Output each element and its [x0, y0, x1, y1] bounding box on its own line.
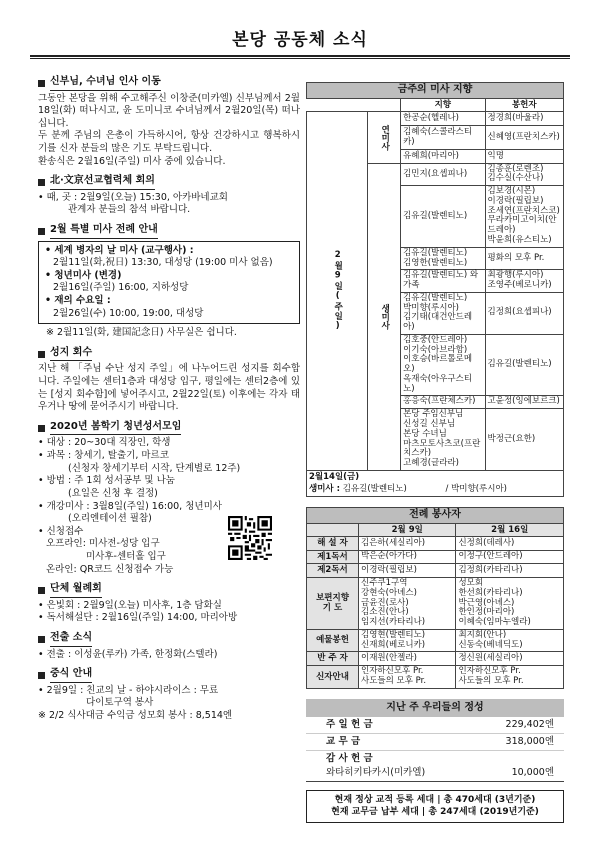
square-bullet-icon — [38, 425, 45, 432]
table-row — [307, 537, 564, 551]
offerer-name: / 박미향(루시아) — [445, 484, 507, 495]
text-line: • 개강미사 : 3월8일(주일) 16:00, 청년미사 — [38, 500, 222, 512]
date-label: 2월14일(금) — [309, 471, 360, 482]
text-line: 온라인: QR코드 신청접수 가능 — [46, 563, 174, 575]
date-cell: 2월9일(주일) — [307, 112, 368, 471]
text-line: (신청자 창세기부터 시작, 단계별로 12주) — [68, 462, 241, 474]
offerer-name: 정경희(바울라) — [485, 112, 563, 126]
offering-value: 318,000엔 — [505, 735, 554, 747]
mass-info-box — [38, 241, 300, 325]
text-line: 2월11일(화,祝日) 13:30, 대성당 (19:00 미사 없음) — [53, 257, 273, 269]
role-cell: 해 설 자 — [307, 537, 359, 551]
text-line: • 과목 : 창세기, 탈출기, 마르코 — [38, 450, 169, 461]
role-cell: 보편지향 기 도 — [307, 578, 359, 630]
offering-value: 229,402엔 — [505, 719, 554, 731]
text-line: • 전출 : 이성윤(루카) 가족, 한정화(스텔라) — [38, 648, 218, 660]
note: ※ 2월11일(화, 建国記念日) 사무실은 쉽니다. — [46, 327, 237, 339]
table-row — [307, 578, 564, 630]
mass-type-cell: 생미사 — [368, 163, 401, 470]
text-line: 오프라인: 미사전-성당 입구 — [46, 538, 160, 550]
service-rows — [307, 537, 564, 688]
offering-title: 지난 주 우리들의 정성 — [306, 699, 564, 718]
qr-code-icon[interactable] — [228, 516, 272, 560]
section-heading: 2월 특별 미사 전례 안내 — [50, 224, 158, 239]
intent-name: 김혜숙(스콜라스티카) — [401, 125, 485, 149]
offerer-name: 박정근(요한) — [485, 409, 563, 471]
table-row — [307, 550, 564, 564]
offerer-name: 김정희(요셉피나) — [485, 292, 563, 334]
text-line: • 독서해설단 : 2월16일(주일) 14:00, 마리아방 — [38, 612, 238, 624]
table-title: 전례 봉사자 — [307, 508, 564, 524]
offering-label: 교 무 금 — [326, 735, 361, 747]
square-bullet-icon — [38, 351, 45, 358]
text-line: ※ 2/2 식사대금 수익금 성모회 봉사 : 8,514엔 — [38, 709, 233, 721]
intent-name: 유혜희(마리아) — [401, 150, 485, 164]
column-header: 봉헌자 — [485, 98, 563, 112]
role-cell: 제2독서 — [307, 564, 359, 578]
section-lunch — [38, 668, 300, 722]
text-line: • 대상 : 20~30대 직장인, 학생 — [38, 437, 171, 449]
section-meeting — [38, 175, 300, 217]
text-line: • 방법 : 주 1회 성서공부 및 나눔 — [38, 475, 175, 487]
volunteer-cell: 인자하신모후 Pr. 사도들의 모후 Pr. — [456, 666, 564, 689]
text-line: • 때, 곳 : 2월9일(오늘) 15:30, 아카바네교회 — [38, 191, 228, 203]
volunteer-cell: 이정구(안드레아) — [456, 550, 564, 564]
offering-donor: 와타히키타카시(미카엘) — [326, 766, 426, 778]
stats-line: 현재 교무금 납부 세대 | 총 247세대 (2019년기준) — [331, 807, 539, 818]
square-bullet-icon — [38, 672, 45, 679]
text-line: 미사후-센터홀 입구 — [86, 551, 166, 562]
table-title: 금주의 미사 지향 — [307, 83, 564, 99]
volunteer-cell: 이재원(안젤라) — [359, 652, 456, 666]
section-heading: 성지 회수 — [50, 347, 92, 362]
column-header: 2월 9일 — [359, 523, 456, 537]
column-header: 지향 — [401, 98, 485, 112]
offerer-name: 최광행(루시아) 조영주(베로니카) — [485, 270, 563, 293]
section-moving-out — [38, 632, 300, 661]
section-palm — [38, 347, 300, 414]
volunteer-cell: 김영현(발렌티노) 신재희(베로니카) — [359, 629, 456, 652]
section-heading: 전출 소식 — [50, 632, 92, 647]
column-header: 2월 16일 — [456, 523, 564, 537]
offering-value: 10,000엔 — [511, 766, 554, 778]
text-line: • 신청접수 — [38, 525, 84, 537]
square-bullet-icon — [38, 636, 45, 643]
intent-name: 김호중(안드레아) 이기숙(아브라함) 이호승(바르톨로메오) 옥재숙(아우구스티노) — [401, 334, 485, 396]
intent-name: 홍응숙(프란체스카) — [401, 396, 485, 409]
intent-rows — [307, 112, 564, 471]
text-line: 2월16일(주일) 16:00, 지하성당 — [53, 282, 189, 294]
offering-label: 감 사 헌 금 — [326, 752, 373, 764]
section-heading: 신부님, 수녀님 인사 이동 — [50, 76, 161, 91]
volunteer-cell: 신정희(데레사) — [456, 537, 564, 551]
household-stats — [306, 790, 564, 823]
title-rule — [30, 55, 570, 59]
square-bullet-icon — [38, 179, 45, 186]
text-line: (오리엔테이션 필참) — [68, 513, 152, 525]
text-line: • 2월9일 : 친교의 날 - 하야시라이스 : 무료 — [38, 684, 219, 696]
paragraph: 환송식은 2월16일(주일) 미사 중에 있습니다. — [38, 155, 226, 167]
section-bible-study — [38, 421, 300, 576]
volunteer-cell: 정신원(세실리아) — [456, 652, 564, 666]
table-row — [307, 666, 564, 689]
section-special-mass — [38, 224, 300, 340]
volunteer-cell: 신주쿠1구역 강현숙(아녜스) 금윤진(로사) 김소진(안나) 임지선(카타리나) — [359, 578, 456, 630]
text-line: 다이토구역 봉사 — [86, 697, 154, 709]
square-bullet-icon — [38, 587, 45, 594]
label: 생미사 : — [309, 484, 340, 495]
volunteer-cell: 인자하신모후 Pr. 사도들의 모후 Pr. — [359, 666, 456, 689]
table-row — [307, 112, 564, 126]
paragraph: 지난 해 「주님 수난 성지 주일」에 나누어드린 성지를 회수합니다. 주일에는 센터1층과 대성당 입구, 평일에는 센터2층에 있는 [성지 회수함]에 넣어주시고, 2월22일(토) 이후에는 각자 태우거나 땅에 묻어주시기 바랍니다. — [38, 363, 300, 413]
table-row — [307, 652, 564, 666]
section-heading: 중식 안내 — [50, 668, 92, 683]
intent-name: 김유길(발렌티노) 김영한(발렌티노) — [401, 247, 485, 270]
intent-name: 한공순(헬레나) — [401, 112, 485, 126]
offering-label: 주 일 헌 금 — [326, 719, 373, 731]
volunteer-cell: 성모회 한선희(카타리나) 박근영(아녜스) 한인정(마리아) 이혜숙(임마누엘라) — [456, 578, 564, 630]
page-header — [30, 30, 570, 59]
offerer-name: 김보경(시몬) 이경락(필립보) 조세연(프란치스코) 무라카미고이치(안드레아) 박윤희(유스티노) — [485, 186, 563, 248]
volunteer-cell: 박은순(아가다) — [359, 550, 456, 564]
square-bullet-icon — [38, 80, 45, 87]
section-group-meeting — [38, 583, 300, 625]
intent-name: 본당 주임신부님 신성길 신부님 본당 수녀님 마츠모토사츠코(프란치스카) 고혜경(글라라) — [401, 409, 485, 471]
table-row — [307, 564, 564, 578]
table-row — [307, 629, 564, 652]
role-cell: 예물봉헌 — [307, 629, 359, 652]
offerer-name: 평화의 모후 Pr. — [485, 247, 563, 270]
liturgy-service-table — [306, 507, 564, 689]
left-column — [38, 76, 300, 730]
section-heading: 北·文京선교협력체 회의 — [50, 175, 155, 190]
intent-name: 김민지(요셉피나) — [401, 163, 485, 186]
section-transfer — [38, 76, 300, 168]
offerer-name: 김유길(발렌티노) — [485, 334, 563, 396]
mass-type-cell: 연미사 — [368, 112, 401, 164]
paragraph: 그동안 본당을 위해 수고해주신 이창준(미카엘) 신부님께서 2월18일(화) 떠나시고, 윤 도미니코 수녀님께서 2월20일(목) 떠나십니다. — [38, 92, 300, 129]
intent-name: 김유길(발렌티노) 박미향(루시아) 김기태(대건안드레아) — [401, 292, 485, 334]
text-line: 관계자 분들의 참석 바랍니다. — [68, 204, 191, 216]
intent-name: 김유길(발렌티노) — [342, 484, 407, 495]
mass-intention-table — [306, 82, 564, 497]
volunteer-cell: 이경락(필립보) — [359, 564, 456, 578]
text-line: • 은빛회 : 2월9일(오늘) 미사후, 1층 담화실 — [38, 599, 222, 611]
square-bullet-icon — [38, 228, 45, 235]
volunteer-cell: 김정희(카타리나) — [456, 564, 564, 578]
right-column — [306, 82, 564, 823]
text-line: (요일은 신청 후 결정) — [68, 487, 158, 499]
text-line: • 세계 병자의 날 미사 (교구행사) : — [45, 244, 194, 256]
section-heading: 2020년 봄학기 청년성서모임 — [50, 421, 181, 436]
section-heading: 단체 월례회 — [50, 583, 102, 598]
offerer-name: 김종훈(로렌조) 김수실(수산나) — [485, 163, 563, 186]
text-line: 2월26일(수) 10:00, 19:00, 대성당 — [53, 307, 204, 319]
role-cell: 제1독서 — [307, 550, 359, 564]
offerer-name: 익명 — [485, 150, 563, 164]
offerer-name: 신혜영(프란치스카) — [485, 125, 563, 149]
offerer-name: 고윤정(잉에보르크) — [485, 396, 563, 409]
stats-line: 현재 정상 교적 등록 세대 | 총 470세대 (3년기준) — [334, 794, 536, 805]
intent-name: 김유길(발렌티노) 와 가족 — [401, 270, 485, 293]
volunteer-cell: 김은하(세실리아) — [359, 537, 456, 551]
role-cell: 신자안내 — [307, 666, 359, 689]
page-title: 본당 공동체 소식 — [232, 30, 368, 50]
role-cell: 반 주 자 — [307, 652, 359, 666]
intent-name: 김유길(발렌티노) — [401, 186, 485, 248]
text-line: • 청년미사 (변경) — [45, 269, 122, 281]
paragraph: 두 분께 주님의 은총이 가득하시어, 항상 건강하시고 행복하시기를 신자 분들의 많은 기도 부탁드립니다. — [38, 130, 300, 154]
offering-summary — [306, 699, 564, 782]
text-line: • 재의 수요일 : — [45, 295, 111, 306]
volunteer-cell: 최지회(안나) 신동숙(베네딕도) — [456, 629, 564, 652]
